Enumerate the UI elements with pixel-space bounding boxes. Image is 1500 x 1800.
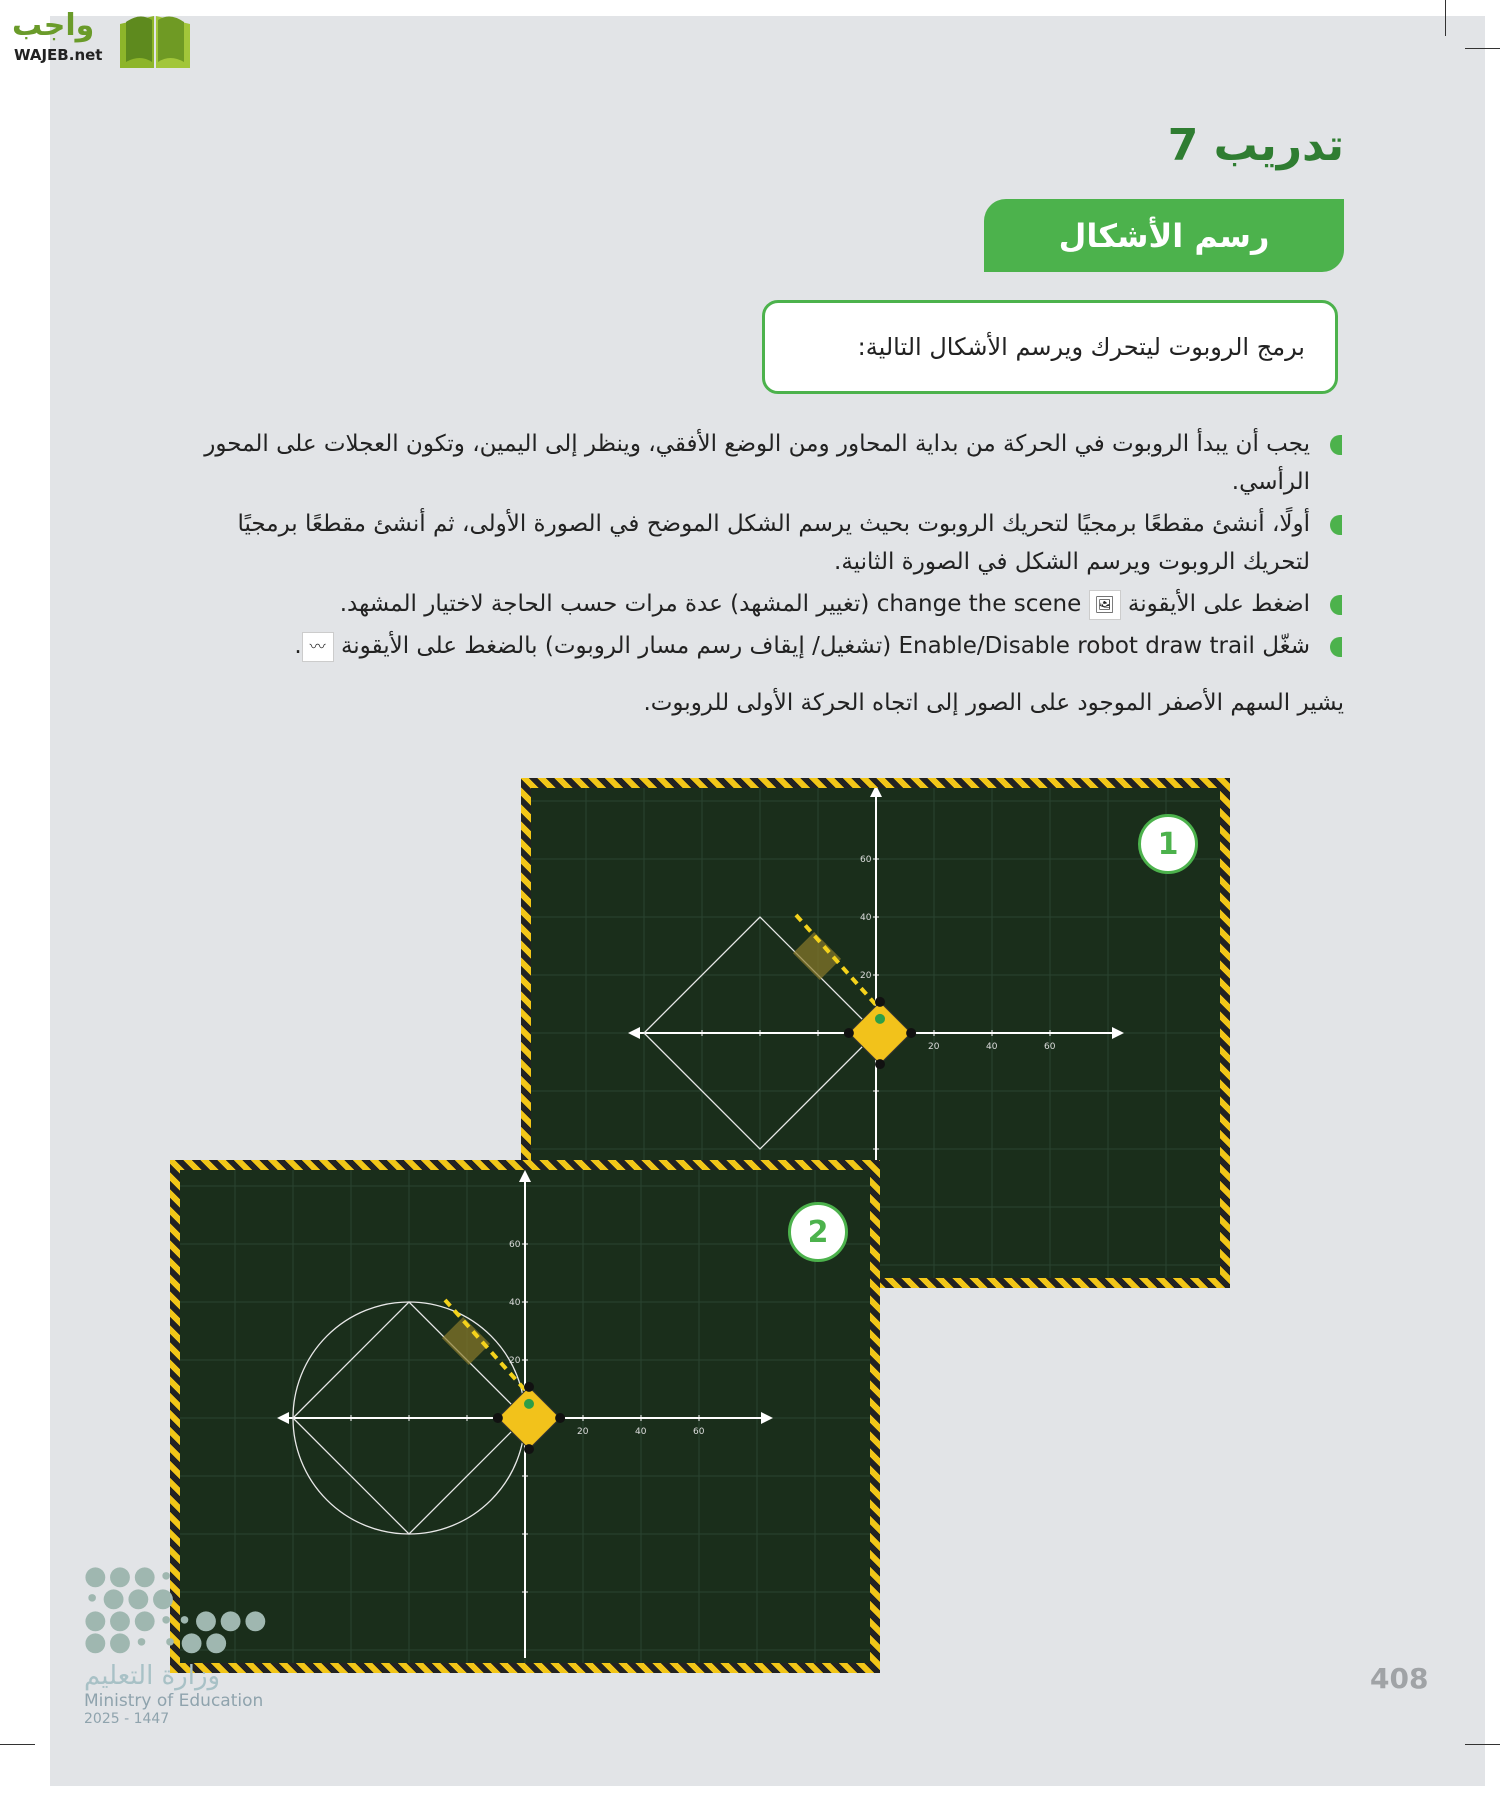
bullet-icon bbox=[1330, 637, 1342, 657]
y-tick-label: 60 bbox=[860, 855, 872, 865]
crop-mark bbox=[1465, 48, 1500, 49]
y-tick-label: 20 bbox=[860, 971, 872, 981]
figure-badge: 2 bbox=[788, 1202, 848, 1262]
y-tick-label: 20 bbox=[509, 1356, 521, 1366]
arrow-icon bbox=[277, 1412, 289, 1424]
ministry-dots-icon: ●●●∙ ∙●●● ●●●∙∙●●● ●●∙ ∙●● bbox=[84, 1561, 269, 1657]
arrow-icon bbox=[1112, 1027, 1124, 1039]
book-icon bbox=[116, 12, 194, 70]
x-tick-label: 40 bbox=[986, 1042, 998, 1052]
figure-badge: 1 bbox=[1138, 814, 1198, 874]
bullet-icon bbox=[1330, 595, 1342, 615]
arrow-icon bbox=[628, 1027, 640, 1039]
ministry-logo bbox=[84, 1561, 274, 1727]
bullet-text: شغّل Enable/Disable robot draw trail (تشغيل/ إيقاف رسم مسار الروبوت) بالضغط على الأيقونة bbox=[340, 633, 1310, 659]
x-tick-label: 60 bbox=[1044, 1042, 1056, 1052]
wajeb-logo[interactable] bbox=[8, 8, 188, 68]
figure-2-scene bbox=[170, 1160, 880, 1673]
ministry-arabic: وزارة التعليم bbox=[84, 1661, 221, 1691]
bullet-text: اضغط على الأيقونة bbox=[1127, 591, 1310, 617]
ministry-english: Ministry of Education bbox=[84, 1691, 264, 1711]
arrow-icon bbox=[519, 1170, 531, 1182]
page-title: تدريب 7 bbox=[1167, 120, 1344, 171]
ministry-year: 2025 - 1447 bbox=[84, 1711, 170, 1727]
arrow-icon bbox=[761, 1412, 773, 1424]
crop-mark bbox=[0, 1744, 35, 1745]
trail-icon[interactable]: 〰 bbox=[302, 632, 334, 662]
page-number: 408 bbox=[1370, 1662, 1429, 1695]
list-item bbox=[170, 425, 1342, 501]
robot-body bbox=[849, 1002, 911, 1064]
bullet-text: change the scene (تغيير المشهد) عدة مرات حسب الحاجة لاختيار المشهد. bbox=[339, 591, 1082, 617]
bullet-text: يجب أن يبدأ الروبوت في الحركة من بداية المحاور ومن الوضع الأفقي، وينظر إلى اليمين، وتكون العجلات على المحور الرأسي. bbox=[204, 431, 1310, 495]
instruction-box: برمج الروبوت ليتحرك ويرسم الأشكال التالية: bbox=[762, 300, 1338, 394]
bullet-icon bbox=[1330, 515, 1342, 535]
crop-mark bbox=[1465, 1744, 1500, 1745]
section-tab: رسم الأشكال bbox=[984, 199, 1344, 272]
logo-arabic: واجب bbox=[12, 8, 95, 43]
instruction-list bbox=[170, 425, 1342, 669]
y-tick-label: 40 bbox=[509, 1298, 521, 1308]
y-tick-label: 40 bbox=[860, 913, 872, 923]
robot bbox=[842, 995, 918, 1071]
image-icon[interactable]: 🖼 bbox=[1089, 590, 1121, 620]
robot-body bbox=[498, 1387, 560, 1449]
robot bbox=[491, 1380, 567, 1456]
bullet-text: . bbox=[294, 633, 302, 659]
list-item bbox=[170, 505, 1342, 581]
note-text: يشير السهم الأصفر الموجود على الصور إلى اتجاه الحركة الأولى للروبوت. bbox=[643, 690, 1344, 716]
bullet-icon bbox=[1330, 435, 1342, 455]
bullet-text: أولًا، أنشئ مقطعًا برمجيًا لتحريك الروبوت بحيث يرسم الشكل الموضح في الصورة الأولى، ثم أنشئ مقطعًا برمجيًا لتحريك الروبوت ويرسم الشكل في الصورة الثانية. bbox=[237, 511, 1310, 575]
x-tick-label: 40 bbox=[635, 1427, 647, 1437]
scene-canvas bbox=[180, 1170, 870, 1663]
x-tick-label: 20 bbox=[577, 1427, 589, 1437]
logo-latin: WAJEB.net bbox=[14, 46, 103, 64]
y-tick-label: 60 bbox=[509, 1240, 521, 1250]
x-tick-label: 60 bbox=[693, 1427, 705, 1437]
arrow-icon bbox=[870, 788, 882, 797]
x-tick-label: 20 bbox=[928, 1042, 940, 1052]
list-item bbox=[170, 627, 1342, 665]
list-item bbox=[170, 585, 1342, 623]
crop-mark bbox=[1445, 0, 1446, 36]
